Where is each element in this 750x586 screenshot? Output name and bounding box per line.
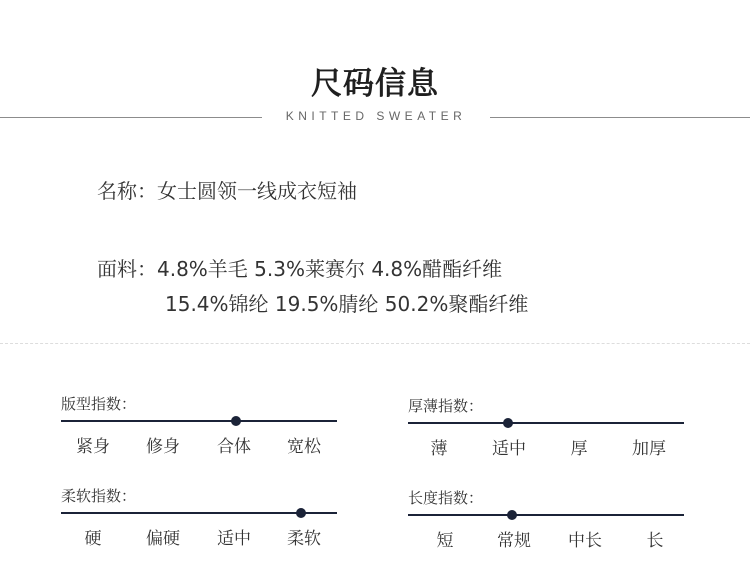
softness-index-marker bbox=[296, 508, 306, 518]
softness-index-track bbox=[61, 512, 337, 514]
length-option-2: 常规 bbox=[497, 531, 531, 551]
fit-option-3: 合体 bbox=[217, 437, 251, 457]
thickness-option-3: 厚 bbox=[570, 439, 588, 459]
page-title: 尺码信息 bbox=[311, 66, 439, 102]
fit-option-2: 修身 bbox=[146, 437, 180, 457]
subtitle-row bbox=[0, 107, 750, 127]
thickness-index-scale bbox=[408, 395, 686, 475]
fit-index-marker bbox=[231, 416, 241, 426]
length-option-4: 长 bbox=[646, 531, 664, 551]
product-name: 名称：女士圆领一线成衣短袖 bbox=[97, 179, 357, 203]
softness-index-scale bbox=[61, 485, 339, 565]
section-divider bbox=[0, 343, 750, 344]
fabric-composition-line-1: 面料：4.8%羊毛 5.3%莱赛尔 4.8%醋酯纤维 bbox=[97, 257, 503, 281]
subtitle-divider-left bbox=[0, 117, 262, 118]
fit-index-options bbox=[61, 432, 337, 457]
length-index-options bbox=[408, 526, 684, 551]
fit-index-track bbox=[61, 420, 337, 422]
thickness-index-track bbox=[408, 422, 684, 424]
fit-index-label: 版型指数： bbox=[61, 395, 137, 413]
softness-option-1: 硬 bbox=[84, 529, 102, 549]
length-option-1: 短 bbox=[436, 531, 454, 551]
fabric-composition-line-2: 15.4%锦纶 19.5%腈纶 50.2%聚酯纤维 bbox=[165, 292, 529, 316]
softness-option-4: 柔软 bbox=[287, 529, 321, 549]
softness-index-label: 柔软指数： bbox=[61, 487, 137, 505]
length-index-label: 长度指数： bbox=[408, 489, 484, 507]
softness-index-options bbox=[61, 524, 337, 549]
length-index-scale bbox=[408, 487, 686, 567]
softness-option-3: 适中 bbox=[217, 529, 251, 549]
fit-option-4: 宽松 bbox=[287, 437, 321, 457]
thickness-option-4: 加厚 bbox=[632, 439, 666, 459]
thickness-option-2: 适中 bbox=[492, 439, 526, 459]
fit-index-scale bbox=[61, 393, 339, 473]
fit-option-1: 紧身 bbox=[76, 437, 110, 457]
thickness-index-marker bbox=[503, 418, 513, 428]
thickness-index-options bbox=[408, 434, 684, 459]
page-subtitle: KNITTED SWEATER bbox=[285, 109, 467, 123]
softness-option-2: 偏硬 bbox=[146, 529, 180, 549]
subtitle-divider-right bbox=[490, 117, 750, 118]
length-index-marker bbox=[507, 510, 517, 520]
thickness-index-label: 厚薄指数： bbox=[408, 397, 484, 415]
length-option-3: 中长 bbox=[568, 531, 602, 551]
length-index-track bbox=[408, 514, 684, 516]
thickness-option-1: 薄 bbox=[430, 439, 448, 459]
